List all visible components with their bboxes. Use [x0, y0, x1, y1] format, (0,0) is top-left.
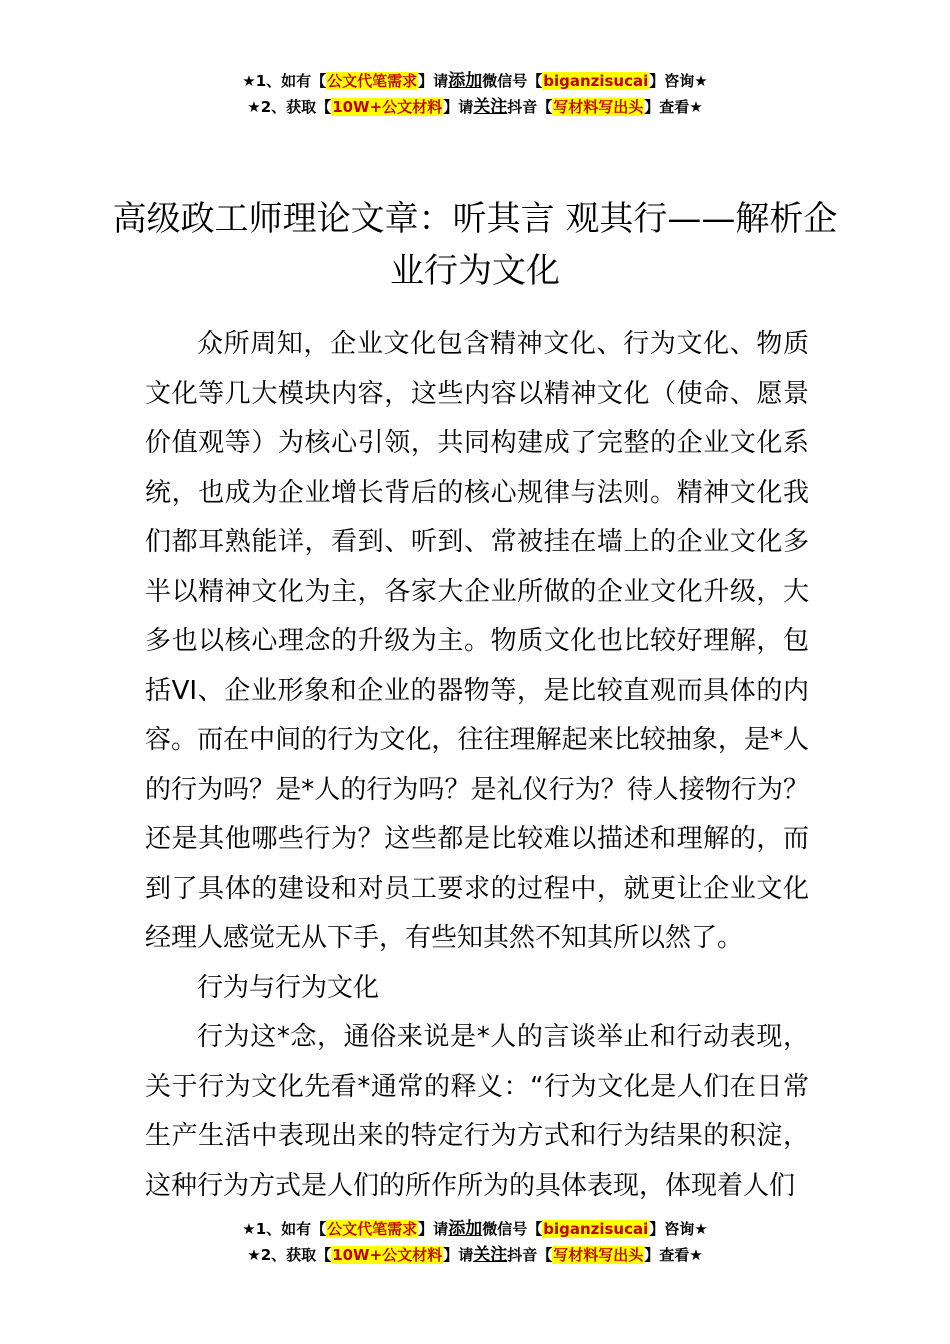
highlight-douyin: 写材料写出头	[553, 98, 644, 116]
highlight-ghostwriting: 公文代笔需求	[327, 72, 418, 90]
banner-line-1: ★1、如有【公文代笔需求】请添加微信号【biganzisucai】咨询★	[242, 1219, 708, 1239]
section-heading: 行为与行为文化	[197, 972, 380, 1003]
page-title: 高级政工师理论文章：听其言 观其行——解析企业行为文化	[112, 198, 838, 291]
paragraph: 行为这*念，通俗来说是*人的言谈举止和行动表现，关于行为文化先看*通常的释义：“行为文化是人们在日常生产生活中表现出来的特定行为方式和行为结果的积淀，这种行为方式是人们的所作所为的具体表现，体现着人们	[145, 1022, 809, 1201]
highlight-ghostwriting: 公文代笔需求	[327, 1220, 418, 1238]
highlight-wechat-id: biganzisucai	[543, 72, 649, 90]
banner-line-2: ★2、获取【10W+公文材料】请关注抖音【写材料写出头】查看★	[247, 97, 703, 117]
header-banner	[0, 68, 950, 120]
highlight-materials: 10W+公文材料	[332, 1246, 443, 1264]
banner-line-1: ★1、如有【公文代笔需求】请添加微信号【biganzisucai】咨询★	[242, 71, 708, 91]
article-body	[145, 320, 809, 1211]
paragraph: 众所周知，企业文化包含精神文化、行为文化、物质文化等几大模块内容，这些内容以精神文化（使命、愿景价值观等）为核心引领，共同构建成了完整的企业文化系统，也成为企业增长背后的核心规律与法则。精神文化我们都耳熟能详，看到、听到、常被挂在墙上的企业文化多半以精神文化为主，各家大企业所做的企业文化升级，大多也以核心理念的升级为主。物质文化也比较好理解，包括VI、企业形象和企业的器物等，是比较直观而具体的内容。而在中间的行为文化，往往理解起来比较抽象，是*人的行为吗？是*人的行为吗？是礼仪行为？待人接物行为？还是其他哪些行为？这些都是比较难以描述和理解的，而到了具体的建设和对员工要求的过程中，就更让企业文化经理人感觉无从下手，有些知其然不知其所以然了。	[145, 329, 809, 953]
highlight-materials: 10W+公文材料	[332, 98, 443, 116]
highlight-wechat-id: biganzisucai	[543, 1220, 649, 1238]
banner-line-2: ★2、获取【10W+公文材料】请关注抖音【写材料写出头】查看★	[247, 1245, 703, 1265]
footer-banner	[0, 1216, 950, 1268]
highlight-douyin: 写材料写出头	[553, 1246, 644, 1264]
